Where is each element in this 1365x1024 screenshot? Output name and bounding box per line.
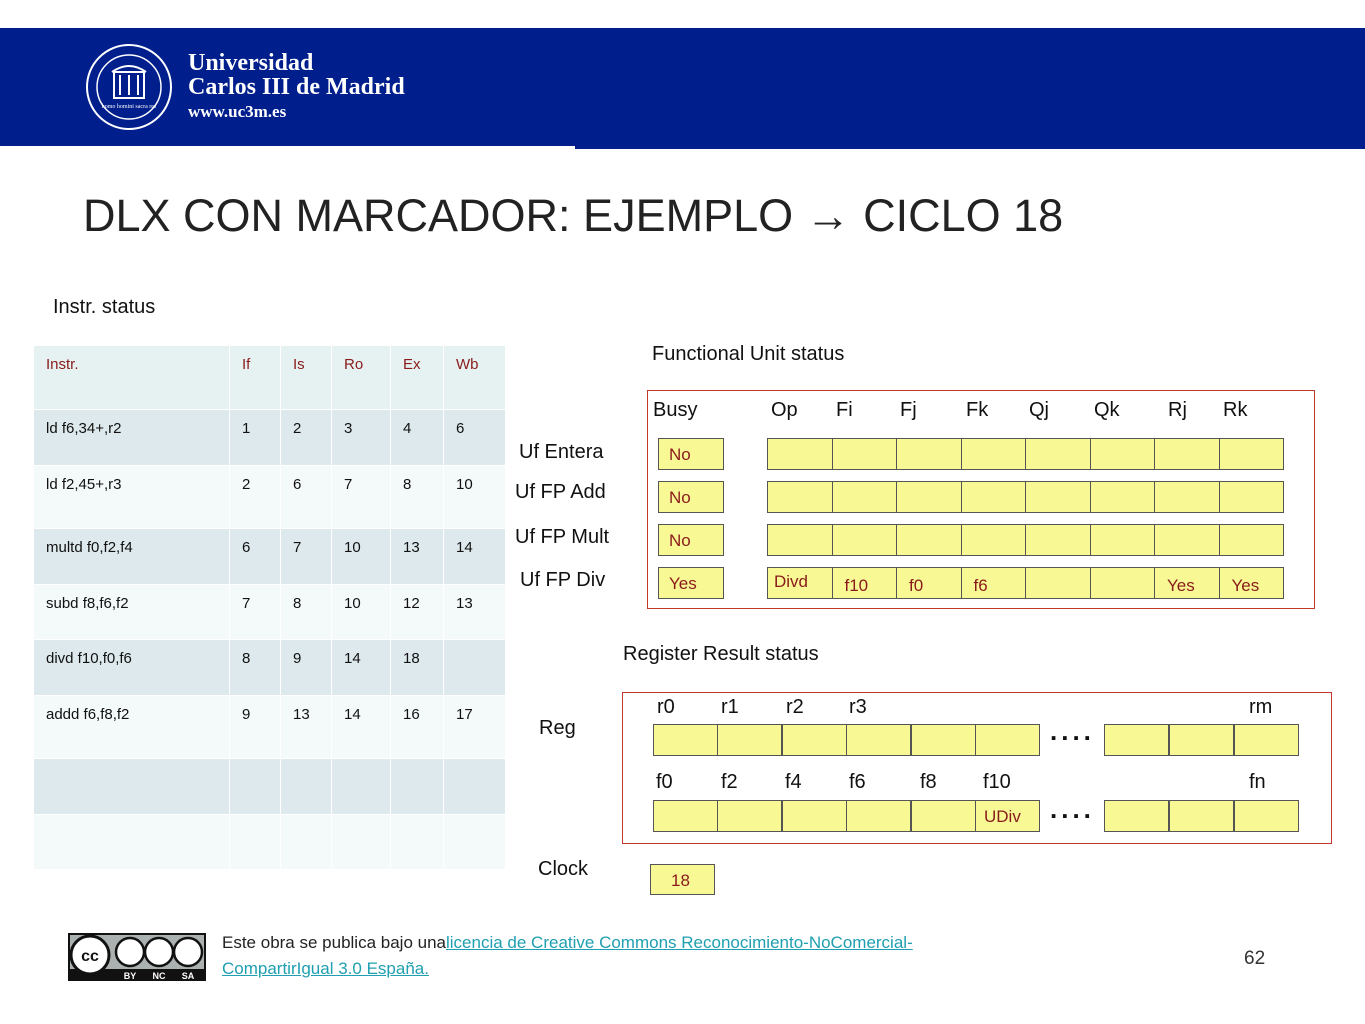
fu-unit-name: Uf FP Mult <box>515 526 610 548</box>
cell <box>281 759 332 815</box>
fu-header-qj: Qj <box>1029 399 1049 421</box>
table-row <box>34 759 506 815</box>
cell <box>230 759 281 815</box>
fp-reg-cell <box>846 800 911 832</box>
fu-op-cell <box>767 567 833 599</box>
int-reg-cell <box>1104 724 1169 756</box>
cell: ld f6,34+,r2 <box>34 410 230 466</box>
fp-reg-cell <box>1169 800 1234 832</box>
header-instr: Instr. <box>34 346 230 410</box>
header-ex: Ex <box>391 346 444 410</box>
cell: 13 <box>281 696 332 759</box>
fu-qk-cell <box>1090 438 1156 470</box>
cell: 2 <box>230 466 281 529</box>
fu-busy-value: No <box>669 488 691 507</box>
cell: divd f10,f0,f6 <box>34 640 230 696</box>
cell: addd f6,f8,f2 <box>34 696 230 759</box>
cell: 14 <box>332 640 391 696</box>
fu-busy-value: No <box>669 445 691 464</box>
cell: subd f8,f6,f2 <box>34 585 230 640</box>
fu-fi-cell <box>832 481 898 513</box>
university-seal-icon <box>84 42 174 132</box>
fu-rk-cell <box>1219 438 1285 470</box>
fp-reg-cell <box>782 800 847 832</box>
fu-rj-value: Yes <box>1167 576 1195 595</box>
fu-fi-cell <box>832 524 898 556</box>
cell: 12 <box>391 585 444 640</box>
cell <box>444 759 506 815</box>
fu-rk-cell <box>1219 481 1285 513</box>
cell: 2 <box>281 410 332 466</box>
university-url: www.uc3m.es <box>188 102 287 121</box>
int-reg-cell <box>653 724 718 756</box>
cell <box>34 759 230 815</box>
instruction-status-table <box>33 345 506 870</box>
cell: 7 <box>281 529 332 585</box>
cell: 1 <box>230 410 281 466</box>
fu-op-cell <box>767 438 833 470</box>
fu-rj-cell <box>1154 481 1220 513</box>
fu-rj-cell <box>1154 567 1220 599</box>
ellipsis-fp: .... <box>1050 794 1095 824</box>
cell: 18 <box>391 640 444 696</box>
table-row <box>34 529 506 585</box>
fp-reg-cell <box>1104 800 1169 832</box>
fu-header-qk: Qk <box>1094 399 1120 421</box>
cell: 16 <box>391 696 444 759</box>
clock-box <box>650 864 715 895</box>
table-row <box>34 410 506 466</box>
fu-header-rk: Rk <box>1223 399 1248 421</box>
fu-fj-cell <box>896 524 962 556</box>
fu-qk-cell <box>1090 567 1156 599</box>
fu-busy-value: Yes <box>669 574 697 593</box>
reg-name-fn: fn <box>1249 771 1266 793</box>
svg-text:homo homini sacra res: homo homini sacra res <box>101 104 157 110</box>
fu-rj-cell <box>1154 438 1220 470</box>
fu-fk-value: f6 <box>973 576 988 595</box>
cell: 6 <box>230 529 281 585</box>
fu-fj-cell <box>896 567 962 599</box>
fu-header-fj: Fj <box>900 399 917 421</box>
cell: 3 <box>332 410 391 466</box>
cell <box>230 815 281 870</box>
cell <box>34 815 230 870</box>
fu-header-op: Op <box>771 399 798 421</box>
clock-label: Clock <box>538 858 589 880</box>
reg-name-rm: rm <box>1249 696 1273 718</box>
fp-reg-cell <box>1234 800 1299 832</box>
cell <box>391 759 444 815</box>
cell <box>281 815 332 870</box>
fu-qj-cell <box>1025 567 1091 599</box>
fu-fj-value: f0 <box>909 576 924 595</box>
fu-status-label: Functional Unit status <box>652 343 845 365</box>
fu-fj-cell <box>896 481 962 513</box>
fu-fk-cell <box>961 481 1027 513</box>
reg-name-f8: f8 <box>920 771 937 793</box>
creative-commons-badge-icon <box>68 933 206 981</box>
reg-status-label: Register Result status <box>623 643 819 665</box>
cell: 8 <box>230 640 281 696</box>
cell <box>444 640 506 696</box>
fu-rk-cell <box>1219 567 1285 599</box>
fp-reg-cell <box>911 800 976 832</box>
fu-unit-name: Uf Entera <box>519 441 604 463</box>
fu-rk-cell <box>1219 524 1285 556</box>
fu-op-cell <box>767 524 833 556</box>
header-ro: Ro <box>332 346 391 410</box>
cell: 8 <box>391 466 444 529</box>
cell: 9 <box>281 640 332 696</box>
cell: multd f0,f2,f4 <box>34 529 230 585</box>
fp-reg-cell <box>653 800 718 832</box>
svg-text:NC: NC <box>152 971 166 981</box>
cell: ld f2,45+,r3 <box>34 466 230 529</box>
fu-fk-cell <box>961 438 1027 470</box>
cell: 17 <box>444 696 506 759</box>
fu-qk-cell <box>1090 481 1156 513</box>
reg-name-r0: r0 <box>657 696 675 718</box>
cell <box>444 815 506 870</box>
fp-reg-cell <box>717 800 782 832</box>
fu-busy-cell <box>658 567 724 599</box>
header-wb: Wb <box>444 346 506 410</box>
svg-text:SA: SA <box>181 971 195 981</box>
license-text: Este obra se publica bajo una <box>222 933 446 952</box>
license-link[interactable]: licencia de Creative Commons Reconocimiento-NoComercial-CompartirIgual 3.0 España. <box>222 933 913 978</box>
reg-label: Reg <box>539 717 576 739</box>
university-name-line1: Universidad <box>188 50 314 76</box>
fu-qk-cell <box>1090 524 1156 556</box>
cell: 10 <box>444 466 506 529</box>
cell <box>332 759 391 815</box>
reg-name-f4: f4 <box>785 771 802 793</box>
fu-fi-cell <box>832 438 898 470</box>
fu-header-rj: Rj <box>1168 399 1187 421</box>
cell: 9 <box>230 696 281 759</box>
university-name-line2: Carlos III de Madrid <box>188 74 405 100</box>
cell: 13 <box>444 585 506 640</box>
svg-text:BY: BY <box>123 971 137 981</box>
fu-busy-cell <box>658 481 724 513</box>
reg-name-f0: f0 <box>656 771 673 793</box>
fu-busy-cell <box>658 438 724 470</box>
cell: 6 <box>444 410 506 466</box>
fu-fk-cell <box>961 524 1027 556</box>
page-number: 62 <box>1244 948 1266 969</box>
cell: 7 <box>230 585 281 640</box>
fu-qj-cell <box>1025 438 1091 470</box>
int-reg-cell <box>717 724 782 756</box>
instr-status-label: Instr. status <box>53 296 156 318</box>
cell: 8 <box>281 585 332 640</box>
fu-qj-cell <box>1025 481 1091 513</box>
fu-op-value: Divd <box>774 572 809 591</box>
fu-qj-cell <box>1025 524 1091 556</box>
fu-unit-name: Uf FP Div <box>520 569 606 591</box>
reg-name-f6: f6 <box>849 771 866 793</box>
ellipsis-int: .... <box>1050 716 1095 746</box>
cell: 14 <box>332 696 391 759</box>
page-title: DLX CON MARCADOR: EJEMPLO → CICLO 18 <box>83 190 1064 241</box>
int-reg-cell <box>975 724 1040 756</box>
int-reg-cell <box>911 724 976 756</box>
int-reg-cell <box>1169 724 1234 756</box>
header-divider <box>575 146 1365 149</box>
table-header-row <box>34 346 506 410</box>
int-reg-cell <box>846 724 911 756</box>
fp-reg-value: UDiv <box>984 807 1021 826</box>
fu-busy-value: No <box>669 531 691 550</box>
cell: 14 <box>444 529 506 585</box>
table-row <box>34 585 506 640</box>
fu-header-fk: Fk <box>966 399 989 421</box>
int-reg-cell <box>1234 724 1299 756</box>
cell <box>391 815 444 870</box>
header-is: Is <box>281 346 332 410</box>
svg-text:cc: cc <box>81 948 99 965</box>
cell: 10 <box>332 529 391 585</box>
fu-fi-value: f10 <box>844 576 869 595</box>
fu-fk-cell <box>961 567 1027 599</box>
fp-reg-cell <box>975 800 1040 832</box>
reg-name-f2: f2 <box>721 771 738 793</box>
reg-name-r1: r1 <box>721 696 739 718</box>
cell: 6 <box>281 466 332 529</box>
table-row <box>34 696 506 759</box>
cell <box>332 815 391 870</box>
reg-name-r2: r2 <box>786 696 804 718</box>
fu-fi-cell <box>832 567 898 599</box>
cell: 4 <box>391 410 444 466</box>
table-row <box>34 640 506 696</box>
header-if: If <box>230 346 281 410</box>
cell: 10 <box>332 585 391 640</box>
fu-rk-value: Yes <box>1231 576 1260 595</box>
reg-name-r3: r3 <box>849 696 867 718</box>
table-row <box>34 815 506 870</box>
fu-op-cell <box>767 481 833 513</box>
fu-rj-cell <box>1154 524 1220 556</box>
fu-fj-cell <box>896 438 962 470</box>
table-row <box>34 466 506 529</box>
fu-busy-cell <box>658 524 724 556</box>
int-reg-cell <box>782 724 847 756</box>
cell: 7 <box>332 466 391 529</box>
reg-name-f10: f10 <box>983 771 1011 793</box>
fu-header-fi: Fi <box>836 399 853 421</box>
fu-unit-name: Uf FP Add <box>515 481 606 503</box>
clock-value: 18 <box>671 871 690 890</box>
fu-header-busy: Busy <box>653 399 698 421</box>
cell: 13 <box>391 529 444 585</box>
license-notice <box>222 930 942 982</box>
